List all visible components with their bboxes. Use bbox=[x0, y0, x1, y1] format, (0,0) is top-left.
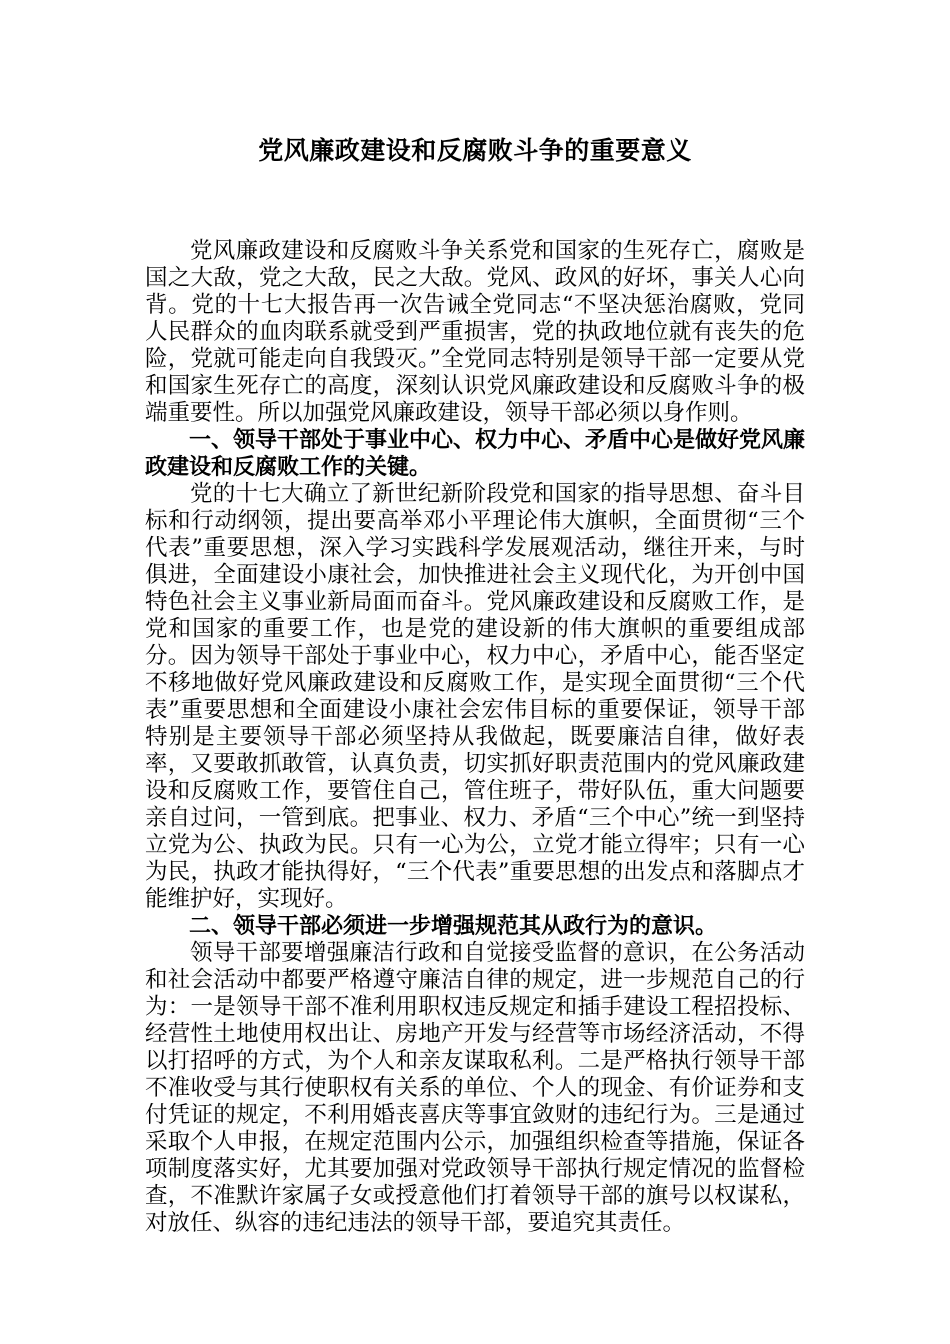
section-heading-1: 一、领导干部处于事业中心、权力中心、矛盾中心是做好党风廉政建设和反腐败工作的关键。 bbox=[145, 428, 806, 480]
section-heading-2: 二、领导干部必须进一步增强规范其从政行为的意识。 bbox=[189, 914, 718, 939]
document-body bbox=[145, 238, 805, 1237]
section-1-paragraph: 党的十七大确立了新世纪新阶段党和国家的指导思想、奋斗目标和行动纲领，提出要高举邓小平理论伟大旗帜，全面贯彻“三个代表”重要思想，深入学习实践科学发展观活动，继往开来，与时俱进，全面建设小康社会，加快推进社会主义现代化，为开创中国特色社会主义事业新局面而奋斗。党风廉政建设和反腐败工作，是党和国家的重要工作，也是党的建设新的伟大旗帜的重要组成部分。因为领导干部处于事业中心，权力中心，矛盾中心，能否坚定不移地做好党风廉政建设和反腐败工作，是实现全面贯彻“三个代表”重要思想和全面建设小康社会宏伟目标的重要保证，领导干部特别是主要领导干部必须坚持从我做起，既要廉洁自律，做好表率，又要敢抓敢管，认真负责，切实抓好职责范围内的党风廉政建设和反腐败工作，要管住自己，管住班子，带好队伍，重大问题要亲自过问，一管到底。把事业、权力、矛盾“三个中心”统一到坚持立党为公、执政为民。只有一心为公，立党才能立得牢；只有一心为民，执政才能执得好，“三个代表”重要思想的出发点和落脚点才能维护好，实现好。 bbox=[145, 481, 805, 912]
intro-paragraph: 党风廉政建设和反腐败斗争关系党和国家的生死存亡，腐败是国之大敌，党之大敌，民之大敌。党风、政风的好坏，事关人心向背。党的十七大报告再一次告诫全党同志“不坚决惩治腐败，党同人民群众的血肉联系就受到严重损害，党的执政地位就有丧失的危险，党就可能走向自我毁灭。”全党同志特别是领导干部一定要从党和国家生死存亡的高度，深刻认识党风廉政建设和反腐败斗争的极端重要性。所以加强党风廉政建设，领导干部必须以身作则。 bbox=[145, 238, 805, 426]
document-title: 党风廉政建设和反腐败斗争的重要意义 bbox=[258, 136, 692, 165]
section-2-paragraph: 领导干部要增强廉洁行政和自觉接受监督的意识，在公务活动和社会活动中都要严格遵守廉洁自律的规定，进一步规范自己的行为：一是领导干部不准利用职权违反规定和插手建设工程招投标、经营性土地使用权出让、房地产开发与经营等市场经济活动，不得以打招呼的方式，为个人和亲友谋取私利。二是严格执行领导干部不准收受与其行使职权有关系的单位、个人的现金、有价证券和支付凭证的规定，不利用婚丧喜庆等事宜敛财的违纪行为。三是通过采取个人申报，在规定范围内公示，加强组织检查等措施，保证各项制度落实好，尤其要加强对党政领导干部执行规定情况的监督检查，不准默许家属子女或授意他们打着领导干部的旗号以权谋私，对放任、纵容的违纪违法的领导干部，要追究其责任。 bbox=[145, 940, 805, 1236]
